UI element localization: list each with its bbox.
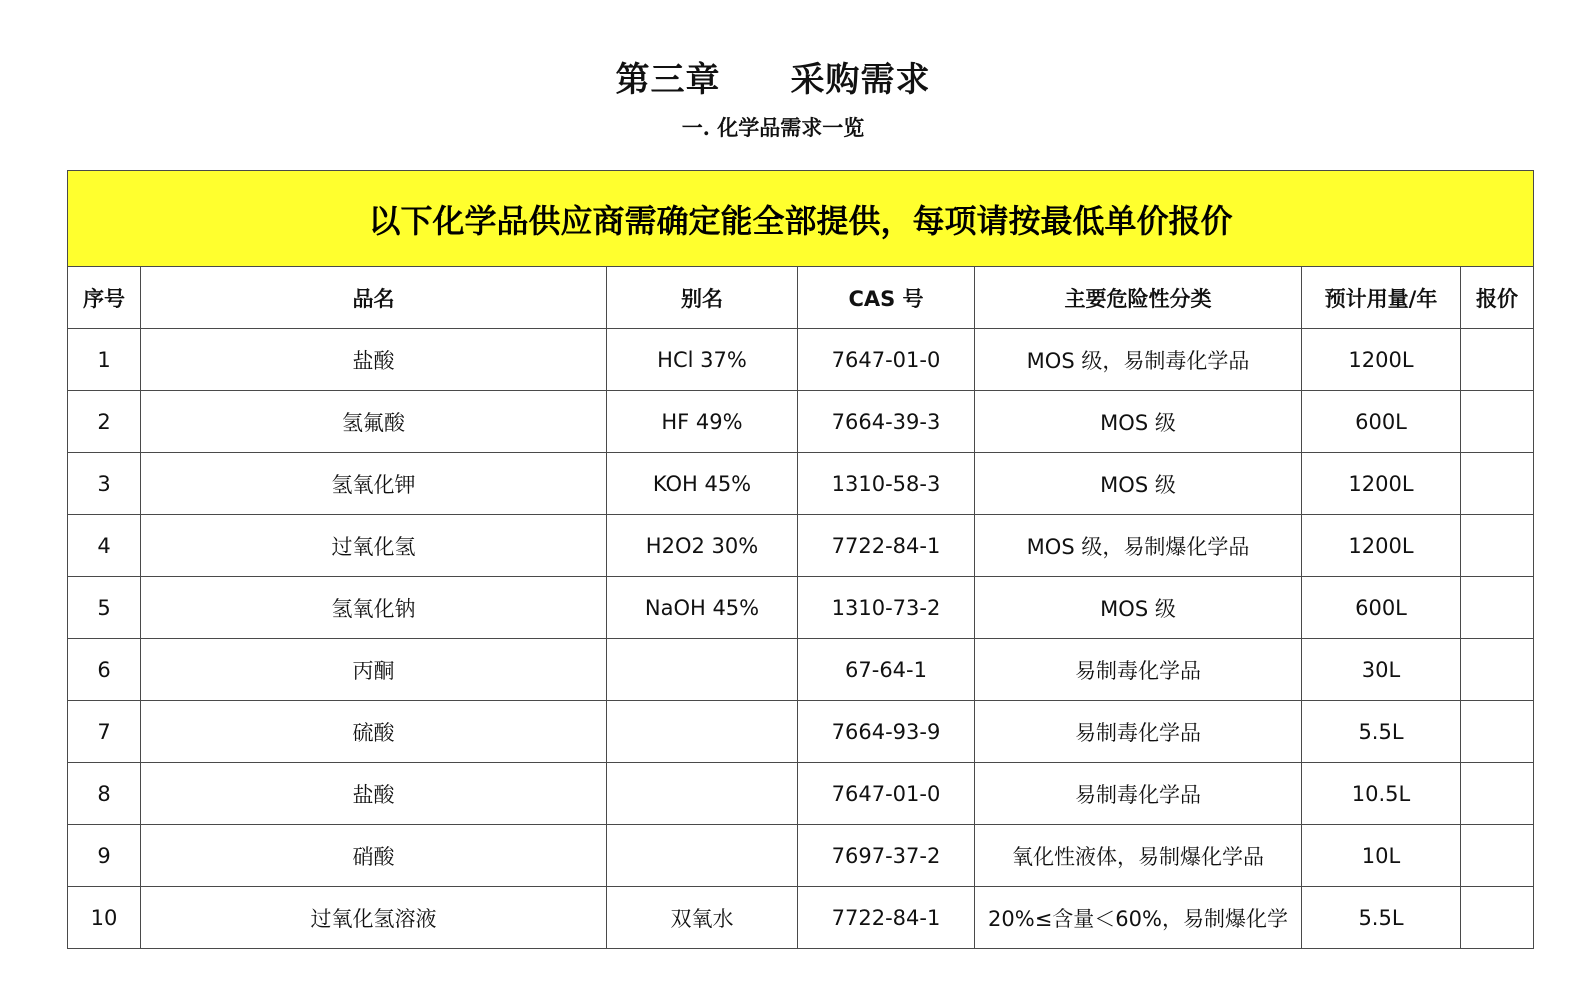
cell-alias: 双氧水 bbox=[607, 887, 798, 949]
cell-cas: 7664-39-3 bbox=[798, 391, 975, 453]
table-row bbox=[68, 577, 1534, 639]
cell-cas: 7697-37-2 bbox=[798, 825, 975, 887]
cell-no: 2 bbox=[68, 391, 141, 453]
cell-alias: HF 49% bbox=[607, 391, 798, 453]
cell-name: 过氧化氢溶液 bbox=[141, 887, 607, 949]
cell-cas: 67-64-1 bbox=[798, 639, 975, 701]
cell-cas: 7722-84-1 bbox=[798, 515, 975, 577]
cell-hazard: MOS 级 bbox=[975, 577, 1302, 639]
cell-usage: 30L bbox=[1302, 639, 1461, 701]
cell-cas: 7722-84-1 bbox=[798, 887, 975, 949]
cell-no: 9 bbox=[68, 825, 141, 887]
cell-quote[interactable] bbox=[1461, 453, 1534, 515]
cell-alias bbox=[607, 639, 798, 701]
cell-no: 4 bbox=[68, 515, 141, 577]
cell-hazard: MOS 级，易制毒化学品 bbox=[975, 329, 1302, 391]
header-row bbox=[68, 267, 1534, 329]
cell-name: 丙酮 bbox=[141, 639, 607, 701]
header-name: 品名 bbox=[141, 267, 607, 329]
cell-alias bbox=[607, 825, 798, 887]
table-row bbox=[68, 887, 1534, 949]
cell-name: 硝酸 bbox=[141, 825, 607, 887]
cell-name: 氢氧化钠 bbox=[141, 577, 607, 639]
header-cas: CAS 号 bbox=[798, 267, 975, 329]
cell-quote[interactable] bbox=[1461, 887, 1534, 949]
cell-name: 硫酸 bbox=[141, 701, 607, 763]
cell-name: 氢氟酸 bbox=[141, 391, 607, 453]
cell-hazard: MOS 级 bbox=[975, 453, 1302, 515]
cell-alias bbox=[607, 763, 798, 825]
header-quote: 报价 bbox=[1461, 267, 1534, 329]
cell-hazard: MOS 级 bbox=[975, 391, 1302, 453]
chemical-table-container bbox=[67, 170, 1533, 949]
cell-hazard: 氧化性液体，易制爆化学品 bbox=[975, 825, 1302, 887]
cell-usage: 10L bbox=[1302, 825, 1461, 887]
table-row bbox=[68, 453, 1534, 515]
cell-name: 盐酸 bbox=[141, 763, 607, 825]
cell-name: 盐酸 bbox=[141, 329, 607, 391]
cell-hazard: 易制毒化学品 bbox=[975, 701, 1302, 763]
table-row bbox=[68, 763, 1534, 825]
header-usage: 预计用量/年 bbox=[1302, 267, 1461, 329]
cell-name: 氢氧化钾 bbox=[141, 453, 607, 515]
cell-no: 8 bbox=[68, 763, 141, 825]
cell-quote[interactable] bbox=[1461, 391, 1534, 453]
cell-usage: 10.5L bbox=[1302, 763, 1461, 825]
cell-cas: 7647-01-0 bbox=[798, 329, 975, 391]
cell-usage: 1200L bbox=[1302, 453, 1461, 515]
cell-quote[interactable] bbox=[1461, 639, 1534, 701]
cell-cas: 1310-58-3 bbox=[798, 453, 975, 515]
cell-alias: NaOH 45% bbox=[607, 577, 798, 639]
chemical-demand-table bbox=[67, 170, 1534, 949]
table-row bbox=[68, 639, 1534, 701]
cell-usage: 5.5L bbox=[1302, 887, 1461, 949]
cell-cas: 1310-73-2 bbox=[798, 577, 975, 639]
table-row bbox=[68, 391, 1534, 453]
cell-hazard: 易制毒化学品 bbox=[975, 763, 1302, 825]
table-row bbox=[68, 825, 1534, 887]
cell-alias bbox=[607, 701, 798, 763]
cell-usage: 1200L bbox=[1302, 515, 1461, 577]
cell-no: 3 bbox=[68, 453, 141, 515]
section-title: 一. 化学品需求一览 bbox=[681, 115, 865, 140]
banner-text: 以下化学品供应商需确定能全部提供，每项请按最低单价报价 bbox=[68, 171, 1534, 267]
table-row bbox=[68, 515, 1534, 577]
table-row bbox=[68, 701, 1534, 763]
cell-usage: 600L bbox=[1302, 391, 1461, 453]
cell-hazard: 易制毒化学品 bbox=[975, 639, 1302, 701]
cell-cas: 7664-93-9 bbox=[798, 701, 975, 763]
cell-hazard: 20%≤含量＜60%，易制爆化学 bbox=[975, 887, 1302, 949]
chapter-title: 第三章 采购需求 bbox=[615, 60, 931, 100]
cell-quote[interactable] bbox=[1461, 701, 1534, 763]
header-hazard: 主要危险性分类 bbox=[975, 267, 1302, 329]
cell-no: 10 bbox=[68, 887, 141, 949]
cell-no: 7 bbox=[68, 701, 141, 763]
header-no: 序号 bbox=[68, 267, 141, 329]
cell-quote[interactable] bbox=[1461, 515, 1534, 577]
cell-quote[interactable] bbox=[1461, 577, 1534, 639]
cell-hazard: MOS 级，易制爆化学品 bbox=[975, 515, 1302, 577]
cell-usage: 5.5L bbox=[1302, 701, 1461, 763]
header-alias: 别名 bbox=[607, 267, 798, 329]
cell-usage: 600L bbox=[1302, 577, 1461, 639]
banner-row bbox=[68, 171, 1534, 267]
cell-quote[interactable] bbox=[1461, 329, 1534, 391]
cell-usage: 1200L bbox=[1302, 329, 1461, 391]
cell-alias: H2O2 30% bbox=[607, 515, 798, 577]
cell-no: 1 bbox=[68, 329, 141, 391]
cell-quote[interactable] bbox=[1461, 763, 1534, 825]
cell-quote[interactable] bbox=[1461, 825, 1534, 887]
cell-cas: 7647-01-0 bbox=[798, 763, 975, 825]
cell-no: 6 bbox=[68, 639, 141, 701]
table-row bbox=[68, 329, 1534, 391]
cell-no: 5 bbox=[68, 577, 141, 639]
cell-alias: KOH 45% bbox=[607, 453, 798, 515]
cell-name: 过氧化氢 bbox=[141, 515, 607, 577]
cell-alias: HCl 37% bbox=[607, 329, 798, 391]
